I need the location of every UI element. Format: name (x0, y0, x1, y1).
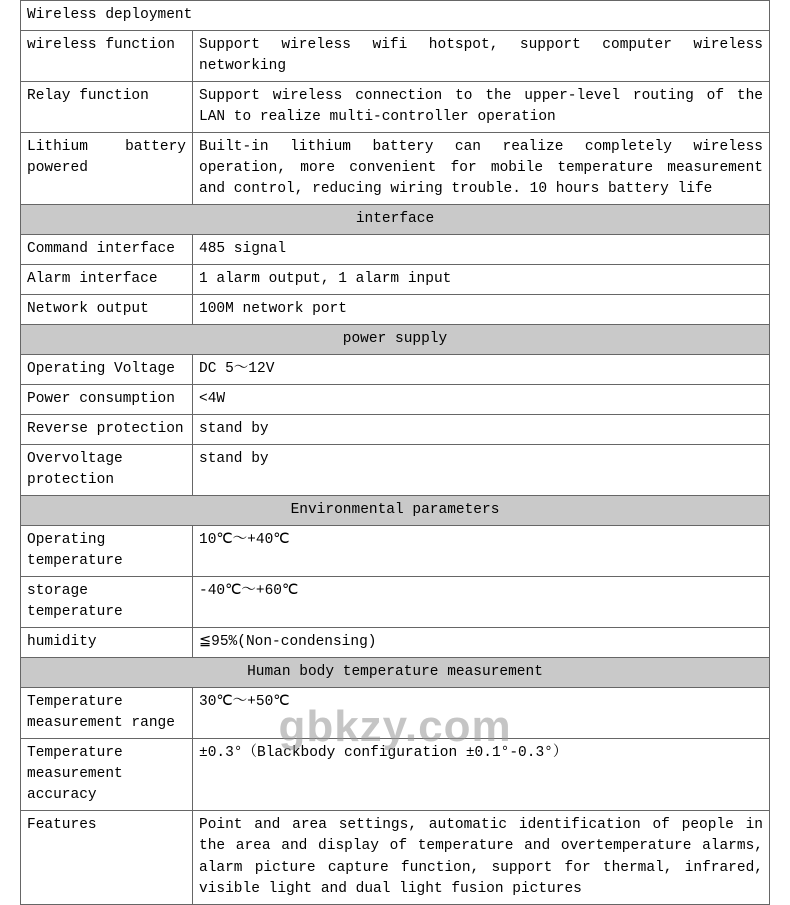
row-label-storage-temperature: storage temperature (21, 577, 193, 628)
section-header-row (21, 325, 770, 355)
row-label-temperature-measurement-range: Temperature measurement range (21, 688, 193, 739)
row-value-storage-temperature: -40℃～+60℃ (193, 577, 770, 628)
row-label-wireless-function: wireless function (21, 31, 193, 82)
row-value-operating-temperature: 10℃～+40℃ (193, 526, 770, 577)
table-row (21, 811, 770, 904)
row-value-temperature-measurement-accuracy: ±0.3°（Blackbody configuration ±0.1°-0.3°） (193, 739, 770, 811)
section-header-row (21, 205, 770, 235)
section-title-wireless-deployment: Wireless deployment (21, 1, 770, 31)
row-label-lithium-battery-powered: Lithium battery powered (21, 133, 193, 205)
row-label-features: Features (21, 811, 193, 904)
table-row (21, 82, 770, 133)
row-value-overvoltage-protection: stand by (193, 445, 770, 496)
section-title-human-body-temperature-measurement: Human body temperature measurement (21, 658, 770, 688)
specification-table (20, 0, 770, 905)
row-label-power-consumption: Power consumption (21, 385, 193, 415)
row-value-command-interface: 485 signal (193, 235, 770, 265)
section-title-power-supply: power supply (21, 325, 770, 355)
section-title-interface: interface (21, 205, 770, 235)
row-value-network-output: 100M network port (193, 295, 770, 325)
row-label-overvoltage-protection: Overvoltage protection (21, 445, 193, 496)
row-value-power-consumption: <4W (193, 385, 770, 415)
table-row (21, 295, 770, 325)
row-label-command-interface: Command interface (21, 235, 193, 265)
table-row (21, 355, 770, 385)
table-row (21, 445, 770, 496)
row-label-humidity: humidity (21, 628, 193, 658)
table-row (21, 31, 770, 82)
table-row (21, 133, 770, 205)
section-header-row (21, 496, 770, 526)
table-body (21, 1, 770, 905)
table-row (21, 688, 770, 739)
table-row (21, 739, 770, 811)
row-value-reverse-protection: stand by (193, 415, 770, 445)
row-value-wireless-function: Support wireless wifi hotspot, support computer wireless networking (193, 31, 770, 82)
table-row (21, 628, 770, 658)
section-title-environmental-parameters: Environmental parameters (21, 496, 770, 526)
watermark: gbkzy.com (278, 702, 512, 751)
row-value-alarm-interface: 1 alarm output, 1 alarm input (193, 265, 770, 295)
table-row (21, 526, 770, 577)
table-row (21, 385, 770, 415)
row-label-operating-temperature: Operating temperature (21, 526, 193, 577)
row-label-temperature-measurement-accuracy: Temperature measurement accuracy (21, 739, 193, 811)
table-row (21, 577, 770, 628)
row-value-lithium-battery-powered: Built-in lithium battery can realize completely wireless operation, more convenient for mobile temperature measurement and control, reducing wiring trouble. 10 hours battery life (193, 133, 770, 205)
row-label-operating-voltage: Operating Voltage (21, 355, 193, 385)
table-row (21, 235, 770, 265)
row-value-humidity: ≦95%(Non-condensing) (193, 628, 770, 658)
row-value-relay-function: Support wireless connection to the upper-level routing of the LAN to realize multi-controller operation (193, 82, 770, 133)
row-label-network-output: Network output (21, 295, 193, 325)
row-label-reverse-protection: Reverse protection (21, 415, 193, 445)
row-value-temperature-measurement-range: 30℃～+50℃ (193, 688, 770, 739)
table-row (21, 265, 770, 295)
section-header-row (21, 1, 770, 31)
row-label-relay-function: Relay function (21, 82, 193, 133)
row-label-alarm-interface: Alarm interface (21, 265, 193, 295)
table-row (21, 415, 770, 445)
row-value-operating-voltage: DC 5～12V (193, 355, 770, 385)
section-header-row (21, 658, 770, 688)
row-value-features: Point and area settings, automatic identification of people in the area and display of temperature and overtemperature alarms, alarm picture capture function, support for thermal, infrared, visible light and dual light fusion pictures (193, 811, 770, 904)
